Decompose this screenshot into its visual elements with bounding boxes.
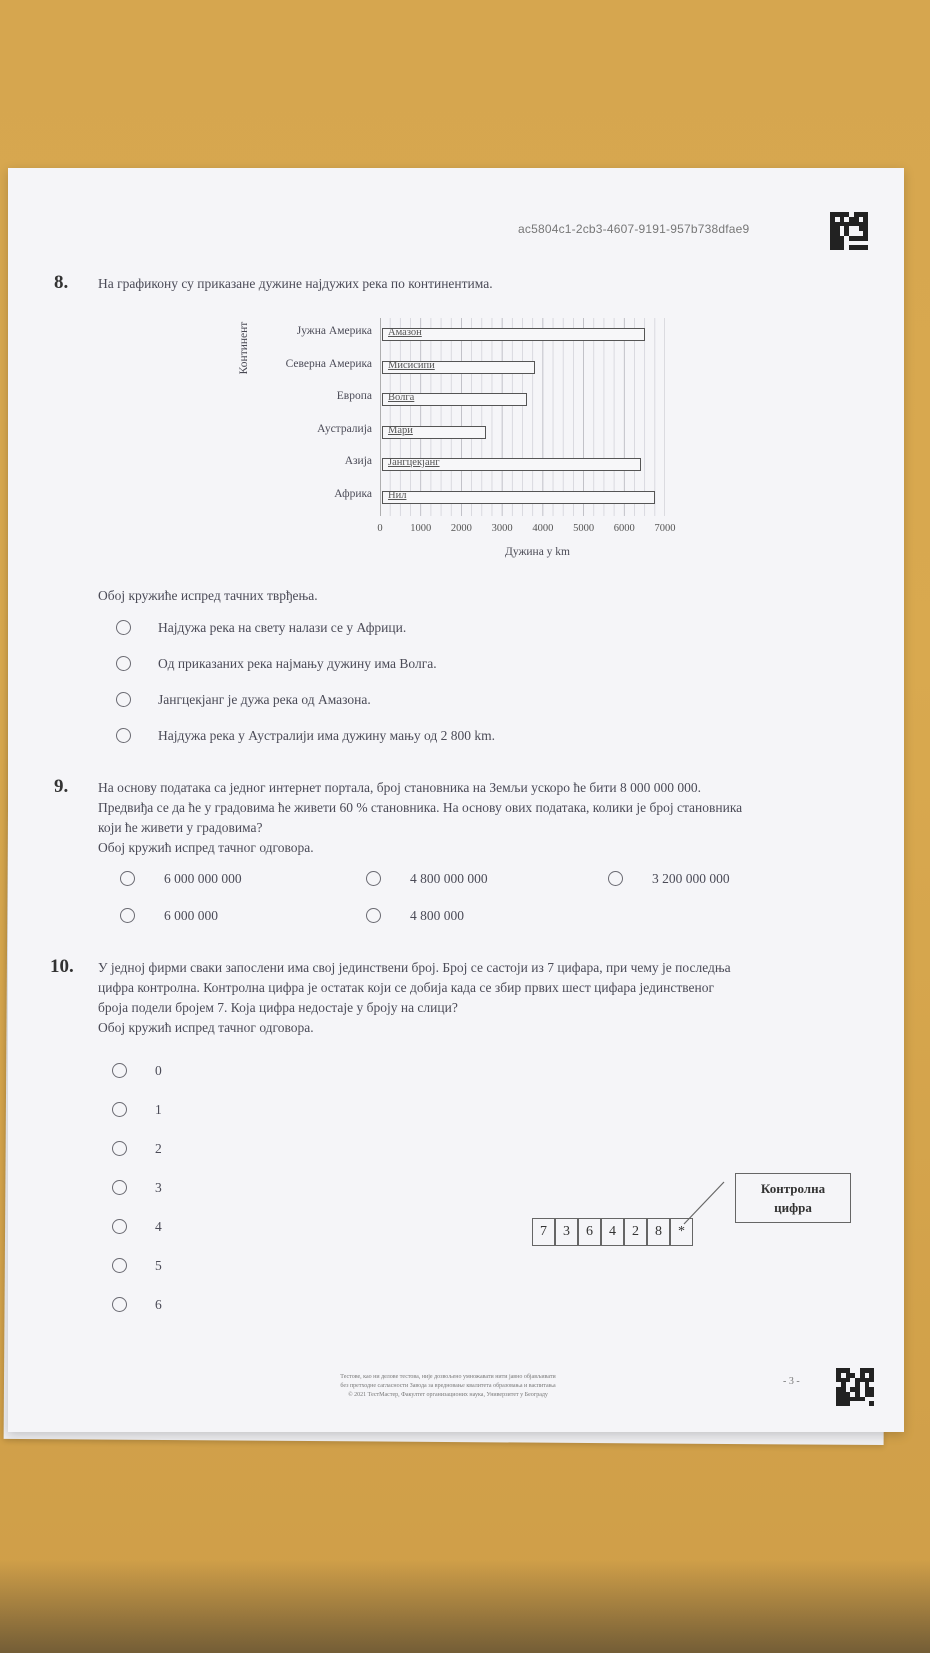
q9-option-2-label: 4 800 000 000 bbox=[410, 871, 488, 886]
control-digit-cell: * bbox=[670, 1218, 693, 1246]
q10-option-2-radio[interactable] bbox=[112, 1141, 127, 1156]
digit-cell-1: 7 bbox=[532, 1218, 555, 1246]
q10-line-1: У једној фирми сваки запослени има свој јединствени број. Број се састоји из 7 цифара, при чему је последња bbox=[98, 960, 731, 975]
chart-category-label: Африка bbox=[334, 487, 372, 500]
chart-x-tick-label: 4000 bbox=[532, 523, 554, 534]
q8-option-1-radio[interactable] bbox=[116, 620, 131, 635]
question-9-number: 9. bbox=[54, 776, 69, 797]
q9-option-1-label: 6 000 000 000 bbox=[164, 871, 242, 886]
q8-option-4-label: Најдужа река у Аустралији има дужину мању од 2 800 km. bbox=[158, 728, 495, 743]
q10-option-2-label: 2 bbox=[155, 1141, 162, 1156]
chart-bar-label: Нил bbox=[388, 489, 407, 501]
q8-option-3-label: Јангцекјанг је дужа река од Амазона. bbox=[158, 692, 371, 707]
question-8-text: На графикону су приказане дужине најдужих река по континентима. bbox=[98, 276, 493, 291]
chart-x-tick-label: 7000 bbox=[654, 523, 676, 534]
q8-option-3-radio[interactable] bbox=[116, 692, 131, 707]
chart-x-tick-label: 6000 bbox=[613, 523, 635, 534]
chart-x-axis-label: Дужина у km bbox=[505, 546, 570, 558]
digit-cell-3: 6 bbox=[578, 1218, 601, 1246]
q10-line-2: цифра контролна. Контролна цифра је остатак који се добија када се збир првих шест цифара јединственог bbox=[98, 980, 715, 995]
river-length-chart bbox=[238, 318, 718, 558]
chart-category-label: Аустралија bbox=[317, 422, 372, 435]
q10-option-5-radio[interactable] bbox=[112, 1258, 127, 1273]
chart-x-tick-label: 1000 bbox=[410, 523, 432, 534]
footer-copyright bbox=[248, 1373, 648, 1400]
q9-option-4-label: 6 000 000 bbox=[164, 908, 218, 923]
q9-option-2-radio[interactable] bbox=[366, 871, 381, 886]
bottom-shadow bbox=[0, 1560, 930, 1653]
footer-line-1: Тестове, као ни делове тестова, није дозвољено умножавати нити јавно објављивати bbox=[340, 1374, 556, 1380]
footer-line-3: © 2021 ТестМастер, Факултет организационих наука, Универзитет у Београду bbox=[348, 1392, 548, 1398]
question-10-number: 10. bbox=[50, 956, 74, 977]
chart-bar bbox=[382, 491, 655, 504]
q10-option-6-label: 6 bbox=[155, 1297, 162, 1312]
q10-option-6-radio[interactable] bbox=[112, 1297, 127, 1312]
q10-line-3: броја подели бројем 7. Која цифра недостаје у броју на слици? bbox=[98, 1000, 458, 1015]
page-number: - 3 - bbox=[783, 1376, 800, 1387]
question-9-text bbox=[98, 778, 888, 858]
q9-line-2: Предвиђа се да ће у градовима ће живети 60 % становника. На основу ових података, колики је број становника bbox=[98, 800, 743, 815]
chart-category-label: Азија bbox=[344, 455, 372, 467]
q10-option-4-radio[interactable] bbox=[112, 1219, 127, 1234]
q9-option-3-radio[interactable] bbox=[608, 871, 623, 886]
q9-option-4-radio[interactable] bbox=[120, 908, 135, 923]
q9-option-3-label: 3 200 000 000 bbox=[652, 871, 730, 886]
chart-bar-label: Јангцекјанг bbox=[388, 457, 440, 468]
q9-option-1-radio[interactable] bbox=[120, 871, 135, 886]
chart-bar-label: Амазон bbox=[388, 327, 422, 338]
footer-line-2: без претходне сагласности Завода за вредновање квалитета образовања и васпитања bbox=[340, 1383, 556, 1389]
q8-option-2-label: Од приказаних река најмању дужину има Волга. bbox=[158, 656, 437, 671]
q9-option-5-label: 4 800 000 bbox=[410, 908, 464, 923]
q10-option-0-label: 0 bbox=[155, 1063, 162, 1078]
q9-line-1: На основу података са једног интернет портала, број становника на Земљи ускоро ће бити 8 000 000 000. bbox=[98, 780, 702, 795]
q10-option-3-radio[interactable] bbox=[112, 1180, 127, 1195]
exam-page bbox=[8, 168, 904, 1432]
q8-option-1-label: Најдужа река на свету налази се у Африци. bbox=[158, 620, 407, 635]
chart-x-tick-label: 3000 bbox=[491, 523, 513, 534]
digit-cell-6: 8 bbox=[647, 1218, 670, 1246]
q10-option-1-radio[interactable] bbox=[112, 1102, 127, 1117]
question-10-text bbox=[98, 958, 888, 1038]
q10-line-4: Обој кружић испред тачног одговора. bbox=[98, 1020, 314, 1035]
q10-option-1-label: 1 bbox=[155, 1102, 162, 1117]
control-digit-label-box bbox=[735, 1173, 851, 1223]
q9-line-3: који ће живети у градовима? bbox=[98, 820, 263, 835]
q10-option-3-label: 3 bbox=[155, 1180, 162, 1195]
digit-cell-2: 3 bbox=[555, 1218, 578, 1246]
q10-option-5-label: 5 bbox=[155, 1258, 162, 1273]
chart-x-tick-label: 2000 bbox=[450, 523, 472, 534]
chart-x-tick-label: 0 bbox=[377, 523, 383, 534]
chart-bar-label: Мари bbox=[388, 424, 413, 436]
q9-option-5-radio[interactable] bbox=[366, 908, 381, 923]
chart-category-label: Јужна Америка bbox=[296, 325, 372, 337]
q8-option-4-radio[interactable] bbox=[116, 728, 131, 743]
question-8-number: 8. bbox=[54, 272, 69, 293]
chart-y-axis-label: Континент bbox=[238, 321, 250, 375]
q10-option-0-radio[interactable] bbox=[112, 1063, 127, 1078]
chart-grid bbox=[380, 318, 665, 516]
question-8-instruction: Обој кружиће испред тачних тврђења. bbox=[98, 588, 318, 603]
qr-code-icon bbox=[830, 212, 868, 250]
qr-code-icon bbox=[836, 1368, 874, 1406]
control-digit-pointer-line bbox=[678, 1178, 738, 1228]
digit-cell-5: 2 bbox=[624, 1218, 647, 1246]
q9-line-4: Обој кружић испред тачног одговора. bbox=[98, 840, 314, 855]
chart-x-tick-label: 5000 bbox=[573, 523, 595, 534]
chart-category-label: Северна Америка bbox=[285, 357, 372, 370]
control-label-line-2: цифра bbox=[774, 1200, 812, 1215]
q10-option-4-label: 4 bbox=[155, 1219, 162, 1234]
chart-category-label: Европа bbox=[336, 390, 372, 402]
q8-option-2-radio[interactable] bbox=[116, 656, 131, 671]
chart-bar-label: Мисисипи bbox=[388, 359, 435, 371]
digit-cell-4: 4 bbox=[601, 1218, 624, 1246]
control-label-line-1: Контролна bbox=[760, 1181, 826, 1196]
chart-bar-label: Волга bbox=[388, 392, 415, 403]
document-id: ac5804c1-2cb3-4607-9191-957b738dfae9 bbox=[518, 222, 750, 236]
